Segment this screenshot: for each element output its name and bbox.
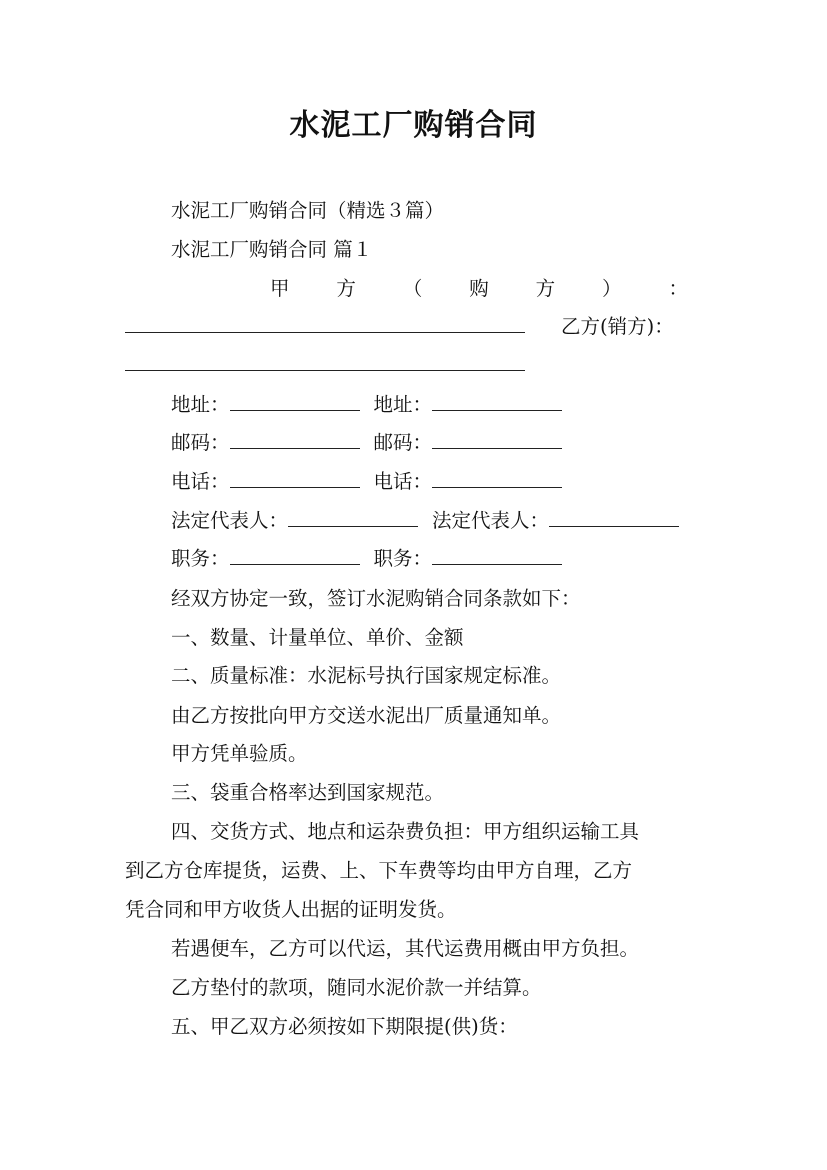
postcode-row — [171, 430, 562, 456]
party-b-line — [125, 352, 525, 378]
address-label-a: 地址： — [171, 393, 230, 416]
legal-rep-label-b: 法定代表人： — [432, 509, 550, 532]
paragraph: 由乙方按批向甲方交送水泥出厂质量通知单。 — [171, 704, 562, 727]
paragraph: 五、甲乙双方必须按如下期限提(供)货： — [171, 1015, 518, 1038]
legal-rep-blank-b — [549, 508, 679, 527]
party-a-char: 购 — [469, 277, 489, 300]
paragraph: 三、袋重合格率达到国家规范。 — [171, 781, 445, 804]
party-line — [125, 314, 674, 340]
postcode-label-a: 邮码： — [171, 431, 230, 454]
phone-blank-b — [432, 469, 562, 488]
section-heading: 水泥工厂购销合同 篇１ — [171, 238, 373, 261]
party-a-char: 方 — [336, 277, 356, 300]
phone-label-a: 电话： — [171, 470, 230, 493]
phone-row — [171, 469, 562, 495]
paragraph: 二、质量标准：水泥标号执行国家规定标准。 — [171, 664, 562, 687]
paragraph: 经双方协定一致，签订水泥购销合同条款如下： — [171, 587, 581, 610]
position-label-b: 职务： — [373, 547, 433, 570]
legal-rep-label-a: 法定代表人： — [171, 509, 289, 532]
postcode-blank-a — [230, 430, 360, 449]
paragraph: 一、数量、计量单位、单价、金额 — [171, 626, 464, 649]
address-blank-b — [432, 392, 562, 411]
paragraph: 若遇便车，乙方可以代运，其代运费用概由甲方负担。 — [171, 937, 640, 960]
party-a-char: 甲 — [270, 277, 290, 300]
paragraph: 凭合同和甲方收货人出据的证明发货。 — [125, 898, 457, 921]
phone-blank-a — [230, 469, 360, 488]
party-b-blank — [125, 352, 525, 371]
party-a-char: ） — [602, 277, 622, 300]
party-a-char: 方 — [535, 277, 556, 300]
position-blank-b — [432, 546, 562, 565]
document-subtitle: 水泥工厂购销合同（精选３篇） — [171, 199, 445, 222]
legal-rep-blank-a — [288, 508, 418, 527]
address-row — [171, 392, 562, 418]
party-a-char: （ — [402, 277, 423, 300]
postcode-label-b: 邮码： — [373, 431, 433, 454]
paragraph: 乙方垫付的款项，随同水泥价款一并结算。 — [171, 976, 542, 999]
party-a-blank — [125, 314, 525, 333]
position-blank-a — [230, 546, 360, 565]
legal-rep-row — [171, 508, 679, 534]
address-label-b: 地址： — [373, 393, 433, 416]
party-b-label: 乙方(销方)： — [561, 315, 674, 338]
phone-label-b: 电话： — [373, 470, 433, 493]
position-row — [171, 546, 562, 572]
paragraph: 四、交货方式、地点和运杂费负担：甲方组织运输工具 — [171, 820, 640, 843]
postcode-blank-b — [432, 430, 562, 449]
document-title: 水泥工厂购销合同 — [289, 108, 538, 143]
address-blank-a — [230, 392, 360, 411]
paragraph: 甲方凭单验质。 — [171, 742, 308, 765]
party-a-label — [270, 276, 688, 302]
position-label-a: 职务： — [171, 547, 230, 570]
paragraph: 到乙方仓库提货，运费、上、下车费等均由甲方自理，乙方 — [125, 859, 633, 882]
party-a-char: ： — [668, 277, 688, 300]
